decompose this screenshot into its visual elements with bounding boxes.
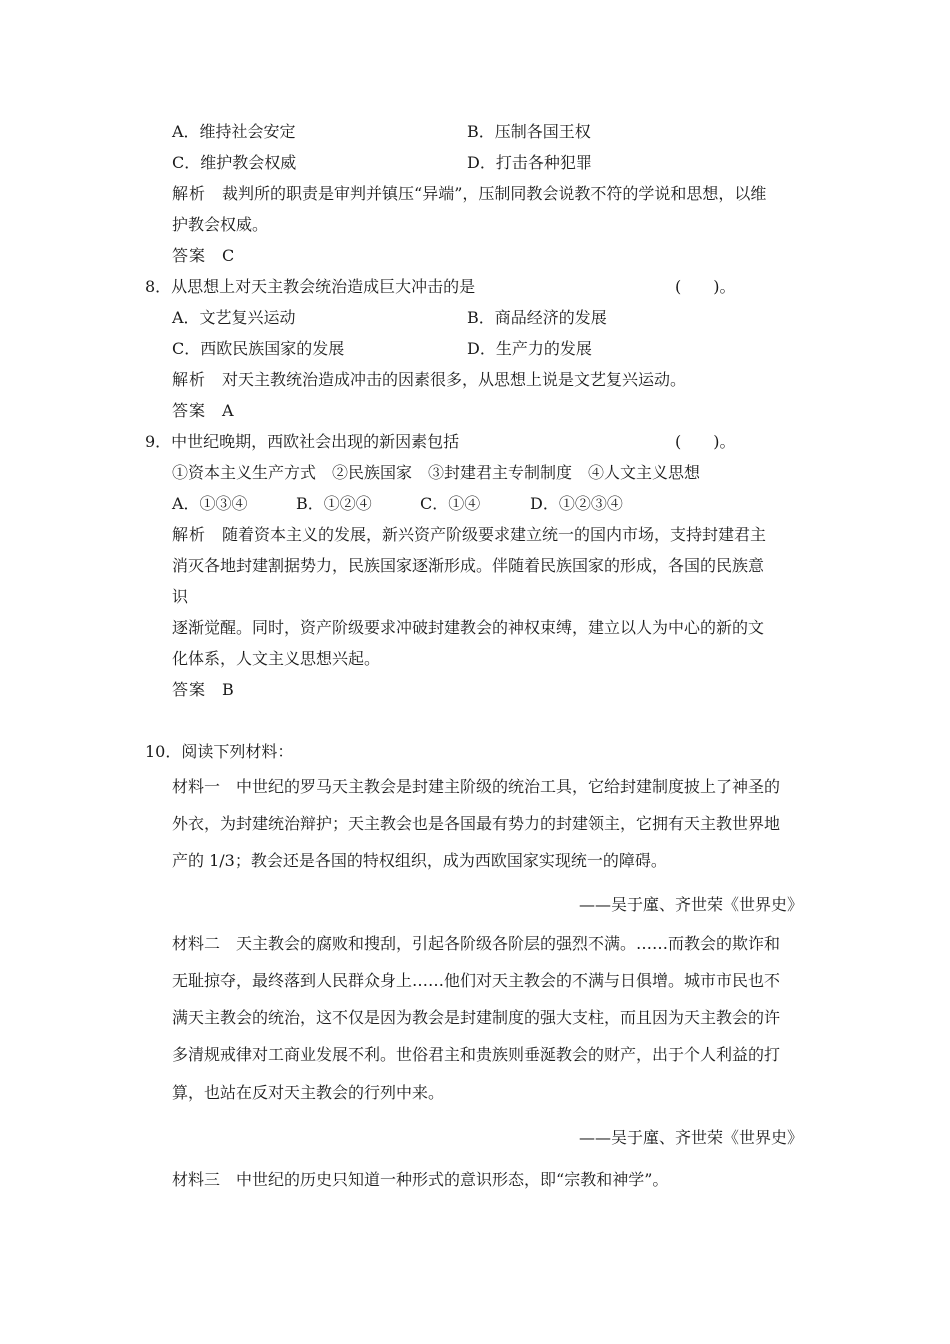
analysis-label: 解析 [172, 525, 207, 544]
q9-analysis-line2: 消灭各地封建割据势力，民族国家逐渐形成。伴随着民族国家的形成，各国的民族意 [172, 556, 765, 575]
q7-option-c: C．维护教会权威 [172, 153, 297, 172]
material-2-line4: 多清规戒律对工商业发展不利。世俗君主和贵族则垂涎教会的财产，出于个人利益的打 [172, 1045, 781, 1064]
q8-option-b: B．商品经济的发展 [467, 308, 607, 327]
q8-option-a: A．文艺复兴运动 [172, 308, 296, 327]
material-3-label: 材料三 [172, 1170, 221, 1189]
q9-option-a: A．①③④ [172, 494, 248, 513]
q7-option-d: D．打击各种犯罪 [467, 153, 592, 172]
material-2-line3: 满天主教会的统治，这不仅是因为教会是封建制度的强大支柱，而且因为天主教会的许 [172, 1008, 781, 1027]
material-3-text: 中世纪的历史只知道一种形式的意识形态，即“宗教和神学”。 [236, 1170, 669, 1189]
q7-option-a: A．维持社会安定 [172, 122, 296, 141]
q9-option-c: C．①④ [420, 494, 481, 513]
analysis-label: 解析 [172, 370, 207, 389]
answer-value: B [222, 680, 234, 699]
material-2-source: ——吴于廑、齐世荣《世界史》 [578, 1128, 803, 1147]
q8-bracket: ( )。 [675, 277, 736, 296]
q8-answer [172, 401, 234, 421]
q10-stem: 10．阅读下列材料： [145, 742, 294, 761]
answer-value: C [222, 246, 235, 265]
q9-analysis-line4: 逐渐觉醒。同时，资产阶级要求冲破封建教会的神权束缚，建立以人为中心的新的文 [172, 618, 765, 637]
q9-answer [172, 680, 234, 700]
analysis-text: 对天主教统治造成冲击的因素很多，从思想上说是文艺复兴运动。 [222, 370, 687, 389]
q8-analysis [172, 370, 686, 390]
answer-label: 答案 [172, 246, 207, 265]
material-1-text: 中世纪的罗马天主教会是封建主阶级的统治工具，它给封建制度披上了神圣的 [236, 777, 781, 796]
q9-option-b: B．①②④ [296, 494, 372, 513]
analysis-text: 裁判所的职责是审判并镇压“异端”，压制同教会说教不符的学说和思想，以维 [222, 184, 767, 203]
q7-answer [172, 246, 234, 266]
material-2-line2: 无耻掠夺，最终落到人民群众身上……他们对天主教会的不满与日俱增。城市市民也不 [172, 971, 781, 990]
material-3 [172, 1170, 668, 1190]
q9-analysis [172, 525, 766, 545]
q7-analysis-cont: 护教会权威。 [172, 215, 269, 234]
q8-option-c: C．西欧民族国家的发展 [172, 339, 345, 358]
q9-items: ①资本主义生产方式 ②民族国家 ③封建君主专制制度 ④人文主义思想 [172, 463, 701, 482]
material-1-label: 材料一 [172, 777, 221, 796]
q9-options [172, 494, 623, 514]
material-2 [172, 934, 780, 954]
q9-stem: 9．中世纪晚期，西欧社会出现的新因素包括 [145, 432, 460, 451]
q7-option-b: B．压制各国王权 [467, 122, 591, 141]
analysis-text: 随着资本主义的发展，新兴资产阶级要求建立统一的国内市场，支持封建君主 [222, 525, 767, 544]
q9-bracket: ( )。 [675, 432, 736, 451]
material-1-line2: 外衣，为封建统治辩护；天主教会也是各国最有势力的封建领主，它拥有天主教世界地 [172, 814, 781, 833]
q9-analysis-line3: 识 [172, 587, 189, 606]
material-2-line5: 算，也站在反对天主教会的行列中来。 [172, 1083, 445, 1102]
material-1 [172, 777, 780, 797]
material-2-text: 天主教会的腐败和搜刮，引起各阶级各阶层的强烈不满。……而教会的欺诈和 [236, 934, 781, 953]
q8-option-d: D．生产力的发展 [467, 339, 592, 358]
q9-analysis-line5: 化体系，人文主义思想兴起。 [172, 649, 381, 668]
answer-value: A [222, 401, 234, 420]
q7-analysis [172, 184, 766, 204]
answer-label: 答案 [172, 401, 207, 420]
material-1-line3: 产的 1/3；教会还是各国的特权组织，成为西欧国家实现统一的障碍。 [172, 851, 667, 870]
analysis-label: 解析 [172, 184, 207, 203]
answer-label: 答案 [172, 680, 207, 699]
material-1-source: ——吴于廑、齐世荣《世界史》 [578, 895, 803, 914]
material-2-label: 材料二 [172, 934, 221, 953]
q8-stem: 8．从思想上对天主教会统治造成巨大冲击的是 [145, 277, 476, 296]
q9-option-d: D．①②③④ [530, 494, 623, 513]
